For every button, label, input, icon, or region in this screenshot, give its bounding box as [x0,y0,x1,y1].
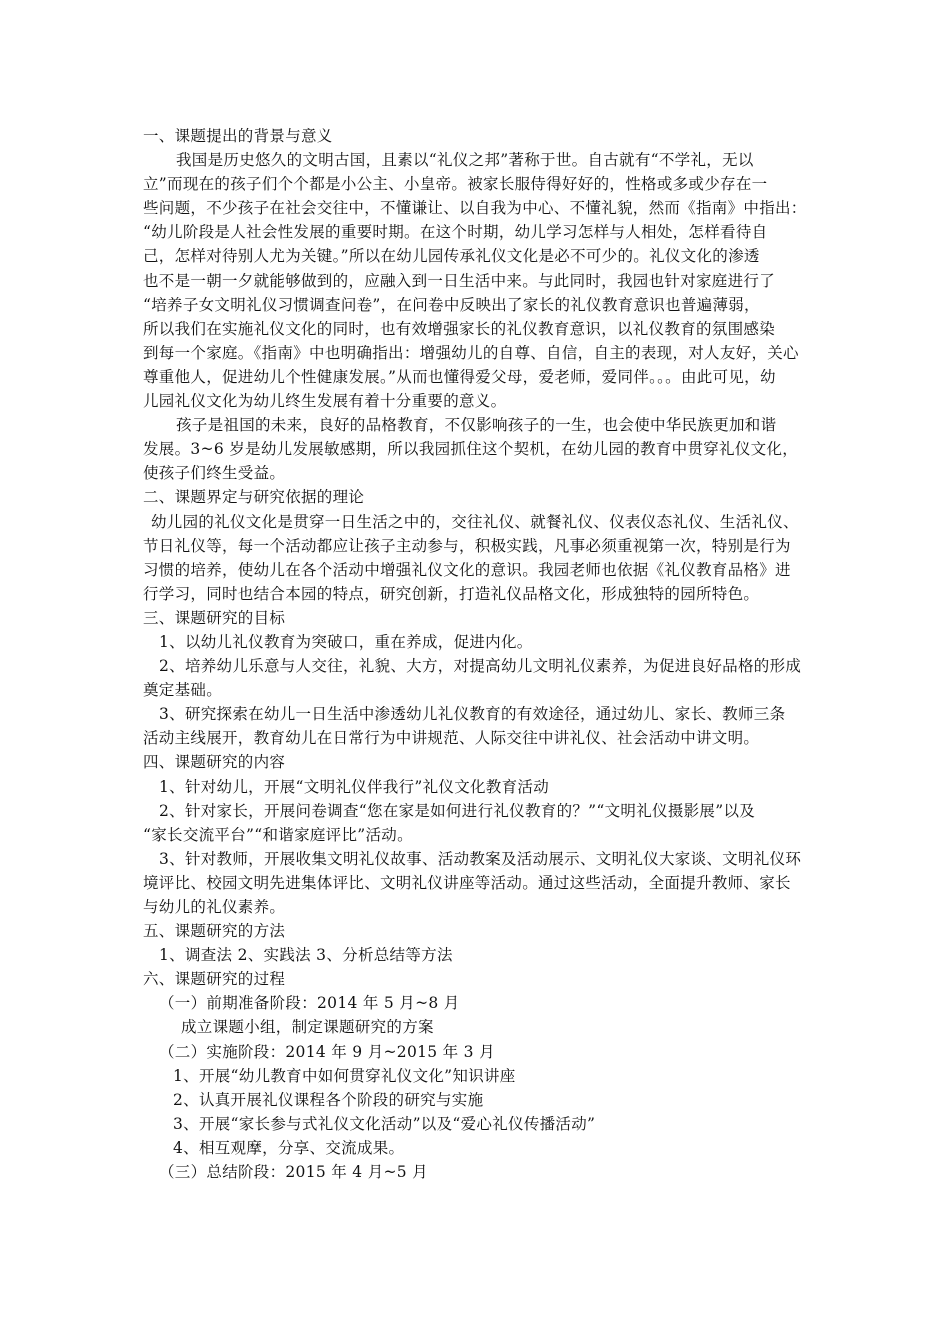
para-1-line: 立”而现在的孩子们个个都是小公主、小皇帝。被家长服侍得好好的，性格或多或少存在一 [143,175,768,194]
content-line: “家长交流平台”“和谐家庭评比”活动。 [143,825,413,844]
para-3-line: 习惯的培养，使幼儿在各个活动中增强礼仪文化的意识。我园老师也依据《礼仪教育品格》进 [143,560,791,579]
goal-line: 2、培养幼儿乐意与人交往，礼貌、大方，对提高幼儿文明礼仪素养，为促进良好品格的形成 [159,657,802,676]
para-3-line: 节日礼仪等，每一个活动都应让孩子主动参与，积极实践，凡事必须重视第一次，特别是行为 [143,536,791,555]
para-1-line: “幼儿阶段是人社会性发展的重要时期。在这个时期，幼儿学习怎样与人相处，怎样看待自 [143,223,768,242]
para-1-line: 己，怎样对待别人尤为关键。”所以在幼儿园传承礼仪文化是必不可少的。礼仪文化的渗透 [143,247,760,266]
heading-4: 四、课题研究的内容 [143,753,286,772]
stage-line: （一）前期准备阶段：2014 年 5 月~8 月 [159,994,460,1013]
goal-line: 3、研究探索在幼儿一日生活中渗透幼儿礼仪教育的有效途径，通过幼儿、家长、教师三条 [159,705,786,724]
heading-3: 三、课题研究的目标 [143,608,286,627]
para-1-line: “培养子女文明礼仪习惯调查问卷”，在问卷中反映出了家长的礼仪教育意识也普遍薄弱， [143,295,760,314]
para-3-line: 行学习，同时也结合本园的特点，研究创新，打造礼仪品格文化，形成独特的园所特色。 [143,584,760,603]
para-1-line: 尊重他人，促进幼儿个性健康发展。”从而也懂得爱父母，爱老师，爱同伴。。。由此可见，幼 [143,367,776,386]
goal-line: 活动主线展开，教育幼儿在日常行为中讲规范、人际交往中讲礼仪、社会活动中讲文明。 [143,729,760,748]
para-2-line: 孩子是祖国的未来，良好的品格教育，不仅影响孩子的一生，也会使中华民族更加和谐 [176,416,777,435]
stage-item: 3、开展“家长参与式礼仪文化活动”以及“爱心礼仪传播活动” [173,1114,596,1133]
stage-line: （二）实施阶段：2014 年 9 月~2015 年 3 月 [159,1042,495,1061]
para-1-line: 所以我们在实施礼仪文化的同时，也有效增强家长的礼仪教育意识，以礼仪教育的氛围感染 [143,319,776,338]
content-line: 3、针对教师，开展收集文明礼仪故事、活动教案及活动展示、文明礼仪大家谈、文明礼仪环 [159,849,802,868]
method-line: 1、调查法 2、实践法 3、分析总结等方法 [159,946,453,965]
content-line: 1、针对幼儿，开展“文明礼仪伴我行”礼仪文化教育活动 [159,777,550,796]
stage-item: 1、开展“幼儿教育中如何贯穿礼仪文化”知识讲座 [173,1066,516,1085]
para-1-line: 我国是历史悠久的文明古国，且素以“礼仪之邦”著称于世。自古就有“不学礼，无以 [176,151,754,170]
para-3-line: 幼儿园的礼仪文化是贯穿一日生活之中的，交往礼仪、就餐礼仪、仪表仪态礼仪、生活礼仪、 [151,512,799,531]
para-1-line: 些问题，不少孩子在社会交往中，不懂谦让、以自我为中心、不懂礼貌，然而《指南》中指出： [143,199,807,218]
stage-line: （三）总结阶段：2015 年 4 月~5 月 [159,1163,428,1182]
para-2-line: 发展。3~6 岁是幼儿发展敏感期，所以我园抓住这个契机，在幼儿园的教育中贯穿礼仪文化， [143,440,799,459]
stage-item: 4、相互观摩，分享、交流成果。 [173,1138,405,1157]
heading-1: 一、课题提出的背景与意义 [143,127,333,145]
heading-2: 二、课题界定与研究依据的理论 [143,488,365,507]
heading-5: 五、课题研究的方法 [143,922,286,941]
para-1-line: 也不是一朝一夕就能够做到的，应融入到一日生活中来。与此同时，我园也针对家庭进行了 [143,271,776,290]
document-body [143,124,813,1184]
para-2-line: 使孩子们终生受益。 [143,464,286,483]
stage-item: 2、认真开展礼仪课程各个阶段的研究与实施 [173,1090,484,1109]
para-1-line: 到每一个家庭。《指南》中也明确指出：增强幼儿的自尊、自信，自主的表现，对人友好，关心 [143,343,799,362]
goal-line: 1、以幼儿礼仪教育为突破口，重在养成，促进内化。 [159,632,533,651]
para-1-line: 儿园礼仪文化为幼儿终生发展有着十分重要的意义。 [143,392,507,411]
content-line: 2、针对家长，开展问卷调查“您在家是如何进行礼仪教育的？”“文明礼仪摄影展”以及 [159,801,756,820]
goal-line: 奠定基础。 [143,681,223,700]
stage-item: 成立课题小组，制定课题研究的方案 [181,1018,434,1037]
content-line: 与幼儿的礼仪素养。 [143,898,286,916]
heading-6: 六、课题研究的过程 [143,970,286,989]
content-line: 境评比、校园文明先进集体评比、文明礼仪讲座等活动。通过这些活动，全面提升教师、家长 [143,873,791,892]
